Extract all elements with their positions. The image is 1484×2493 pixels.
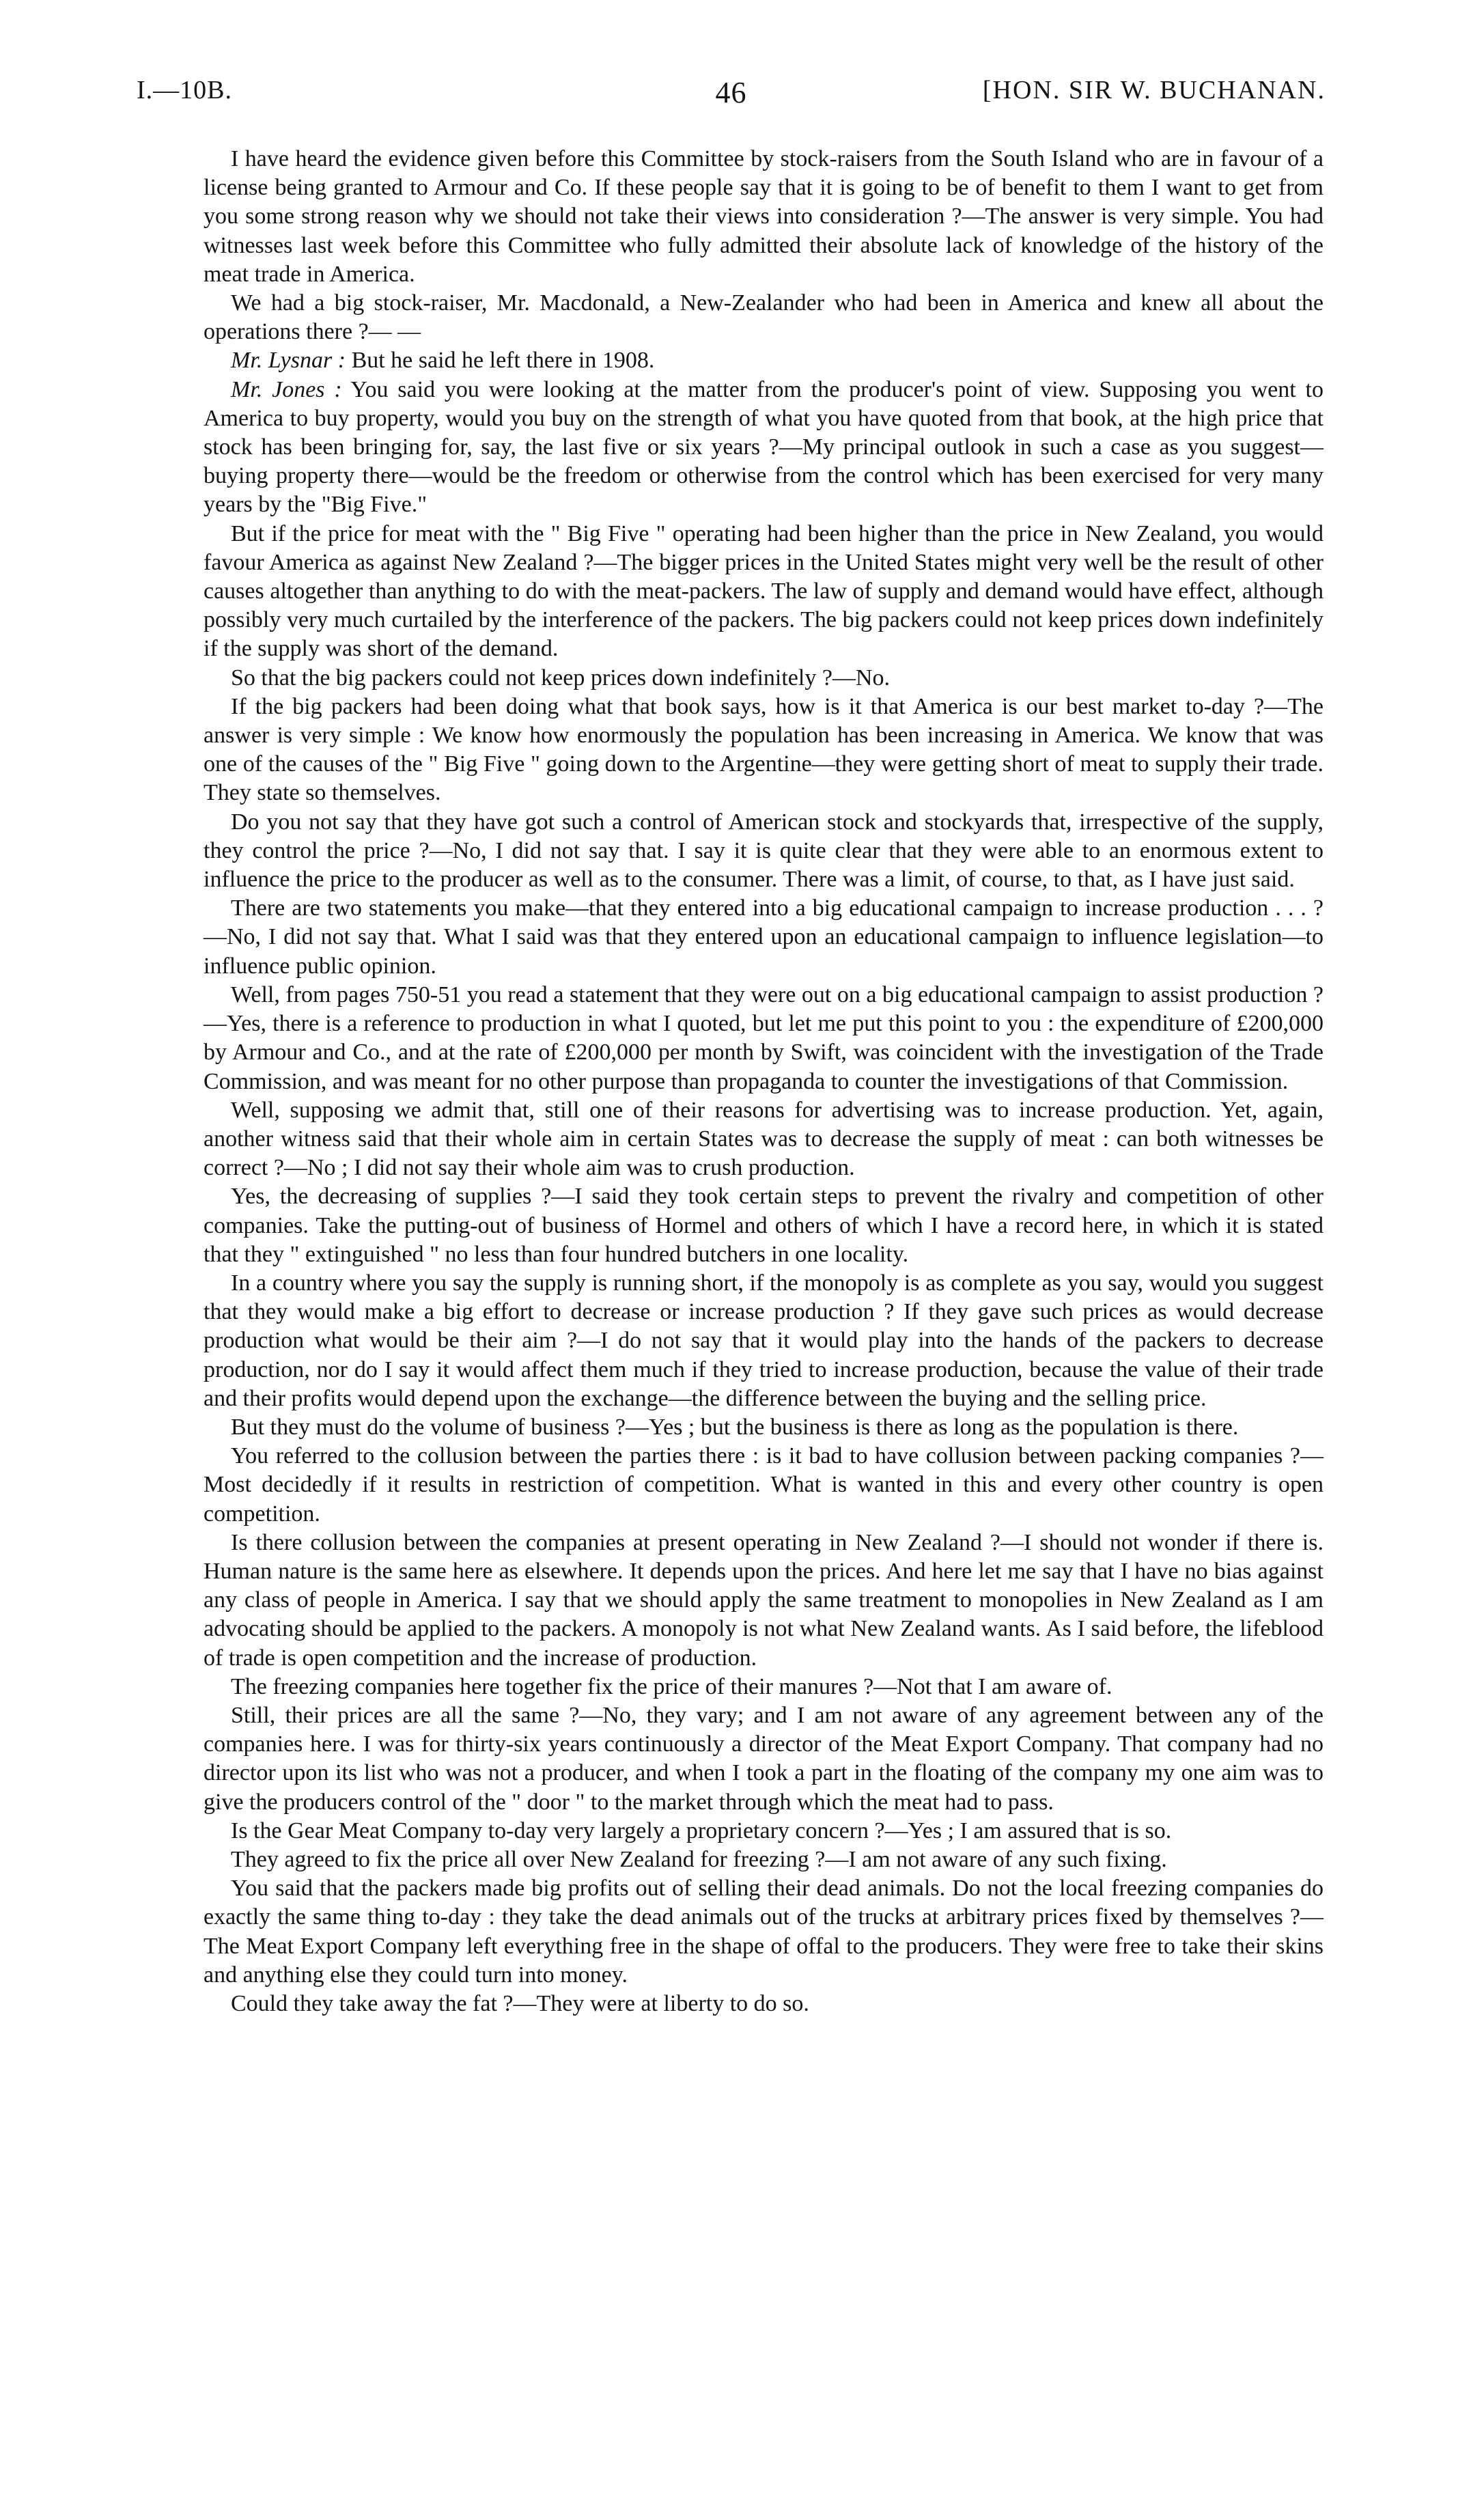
paragraph-text: Is the Gear Meat Company to-day very largely a proprietary concern ?—Yes ; I am assured that is so. <box>231 1817 1172 1843</box>
page-number: 46 <box>715 76 747 109</box>
transcript-paragraph <box>204 664 1324 693</box>
page-header <box>137 75 1326 116</box>
paragraph-text: The freezing companies here together fix the price of their manures ?—Not that I am aware of. <box>231 1673 1112 1699</box>
transcript-paragraph <box>204 1269 1324 1413</box>
transcript-paragraph <box>204 1990 1324 2018</box>
transcript-paragraph <box>204 981 1324 1096</box>
transcript-paragraph <box>204 145 1324 289</box>
paragraph-text: Well, from pages 750-51 you read a statement that they were out on a big educational campaign to assist production ?—Yes, there is a reference to production in what I quoted, but let me put this point to you : the expenditure of £200,000 by Armour and Co., and at the rate of £200,000 per month by Swift, was coincident with the investigation of the Trade Commission, and was meant for no other purpose than propaganda to counter the investigations of that Commission. <box>204 981 1324 1094</box>
witness-name: [HON. SIR W. BUCHANAN. <box>982 76 1326 105</box>
paragraph-text: If the big packers had been doing what that book says, how is it that America is our best market to-day ?—The answer is very simple : We know how enormously the population has been increasing in America. We know that was one of the causes of the " Big Five " going down to the Argentine—they were getting short of meat to supply their trade. They state so themselves. <box>204 693 1324 806</box>
transcript-paragraph <box>204 1817 1324 1846</box>
paragraph-text: In a country where you say the supply is running short, if the monopoly is as complete as you say, would you suggest that they would make a big effort to decrease or increase production ? If they gave such prices as would decrease production what would be their aim ?—I do not say that it would play into the hands of the packers to decrease production, nor do I say it would affect them much if they tried to increase production, because the value of their trade and their profits would depend upon the exchange—the difference between the buying and the selling price. <box>204 1270 1324 1411</box>
paragraph-text: But they must do the volume of business ?—Yes ; but the business is there as long as the population is there. <box>231 1414 1239 1440</box>
paragraph-text: Yes, the decreasing of supplies ?—I said they took certain steps to prevent the rivalry and competition of other companies. Take the putting-out of business of Hormel and others of which I have a record here, in which it is stated that they " extinguished " no less than four hundred butchers in one locality. <box>204 1184 1324 1267</box>
speaker-label: Mr. Jones : <box>231 376 342 402</box>
paragraph-text: So that the big packers could not keep prices down indefinitely ?—No. <box>231 665 890 691</box>
paragraph-text: Do you not say that they have got such a control of American stock and stockyards that, irrespective of the supply, they control the price ?—No, I did not say that. I say it is quite clear that they were able to an enormous extent to influence the price to the producer as well as to the consumer. There was a limit, of course, to that, as I have just said. <box>204 809 1324 893</box>
paragraph-text: You referred to the collusion between the parties there : is it bad to have collusion between packing companies ?—Most decidedly if it results in restriction of competition. What is wanted in this and every other country is open competition. <box>204 1443 1324 1527</box>
transcript-paragraph <box>204 520 1324 664</box>
paragraph-text: I have heard the evidence given before this Committee by stock-raisers from the South Island who are in favour of a license being granted to Armour and Co. If these people say that it is going to be of benefit to them I want to get from you some strong reason why we should not take their views into consideration ?—The answer is very simple. You had witnesses last week before this Committee who fully admitted their absolute lack of knowledge of the history of the meat trade in America. <box>204 146 1324 287</box>
transcript-paragraph <box>204 1096 1324 1183</box>
paragraph-text: Is there collusion between the companies at present operating in New Zealand ?—I should not wonder if there is. Human nature is the same here as elsewhere. It depends upon the prices. And here let me say that I have no bias against any class of people in America. I say that we should apply the same treatment to monopolies in New Zealand as I am advocating should be applied to the packers. A monopoly is not what New Zealand wants. As I said before, the lifeblood of trade is open competition and the increase of production. <box>204 1529 1324 1671</box>
transcript-paragraph <box>204 808 1324 895</box>
transcript-paragraph <box>204 1846 1324 1874</box>
transcript-paragraph <box>204 1673 1324 1701</box>
paragraph-text: You said that the packers made big profits out of selling their dead animals. Do not the local freezing companies do exactly the same thing to-day : they take the dead animals out of the trucks at arbitrary prices fixed by themselves ?—The Meat Export Company left everything free in the shape of offal to the producers. They were free to take their skins and anything else they could turn into money. <box>204 1876 1324 1988</box>
transcript-paragraph <box>204 346 1324 375</box>
transcript-paragraph <box>204 289 1324 346</box>
transcript-paragraph <box>204 376 1324 520</box>
paragraph-text: Still, their prices are all the same ?—No, they vary; and I am not aware of any agreement between any of the companies here. I was for thirty-six years continuously a director of the Meat Export Company. That company had no director upon its list who was not a producer, and when I took a part in the floating of the company my one aim was to give the producers control of the " door " to the market through which the meat had to pass. <box>204 1702 1324 1815</box>
paragraph-text: But if the price for meat with the " Big Five " operating had been higher than the price in New Zealand, you would favour America as against New Zealand ?—The bigger prices in the United States might very well be the result of other causes altogether than anything to do with the meat-packers. The law of supply and demand would have effect, although possibly very much curtailed by the interference of the packers. The big packers could not keep prices down indefinitely if the supply was short of the demand. <box>204 520 1324 662</box>
transcript-paragraph <box>204 1529 1324 1673</box>
paragraph-text: They agreed to fix the price all over New Zealand for freezing ?—I am not aware of any such fixing. <box>231 1846 1167 1872</box>
transcript-paragraph <box>204 894 1324 981</box>
transcript-paragraph <box>204 1413 1324 1442</box>
transcript-paragraph <box>204 693 1324 808</box>
transcript-paragraph <box>204 1874 1324 1990</box>
transcript-paragraph <box>204 1701 1324 1817</box>
paragraph-text: Could they take away the fat ?—They were at liberty to do so. <box>231 1991 809 2016</box>
transcript-paragraph <box>204 1442 1324 1529</box>
report-reference: I.—10B. <box>137 76 232 105</box>
transcript-body <box>204 145 1324 2018</box>
paragraph-text: There are two statements you make—that they entered into a big educational campaign to increase production . . . ?—No, I did not say that. What I said was that they entered upon an educational campaign to influence legislation—to influence public opinion. <box>204 895 1324 979</box>
paragraph-text: You said you were looking at the matter from the producer's point of view. Supposing you went to America to buy property, would you buy on the strength of what you have quoted from that book, at the high price that stock has been bringing for, say, the last five or six years ?—My principal outlook in such a case as you suggest—buying property there—would be the freedom or otherwise from the control which has been exercised for very many years by the "Big Five." <box>204 376 1324 518</box>
paragraph-text: But he said he left there in 1908. <box>346 348 655 374</box>
transcript-paragraph <box>204 1182 1324 1269</box>
paragraph-text: Well, supposing we admit that, still one of their reasons for advertising was to increase production. Yet, again, another witness said that their whole aim in certain States was to decrease the supply of meat : can both witnesses be correct ?—No ; I did not say their whole aim was to crush production. <box>204 1097 1324 1181</box>
paragraph-text: We had a big stock-raiser, Mr. Macdonald, a New-Zealander who had been in America and knew all about the operations there ?— — <box>204 290 1324 345</box>
speaker-label: Mr. Lysnar : <box>231 348 346 374</box>
